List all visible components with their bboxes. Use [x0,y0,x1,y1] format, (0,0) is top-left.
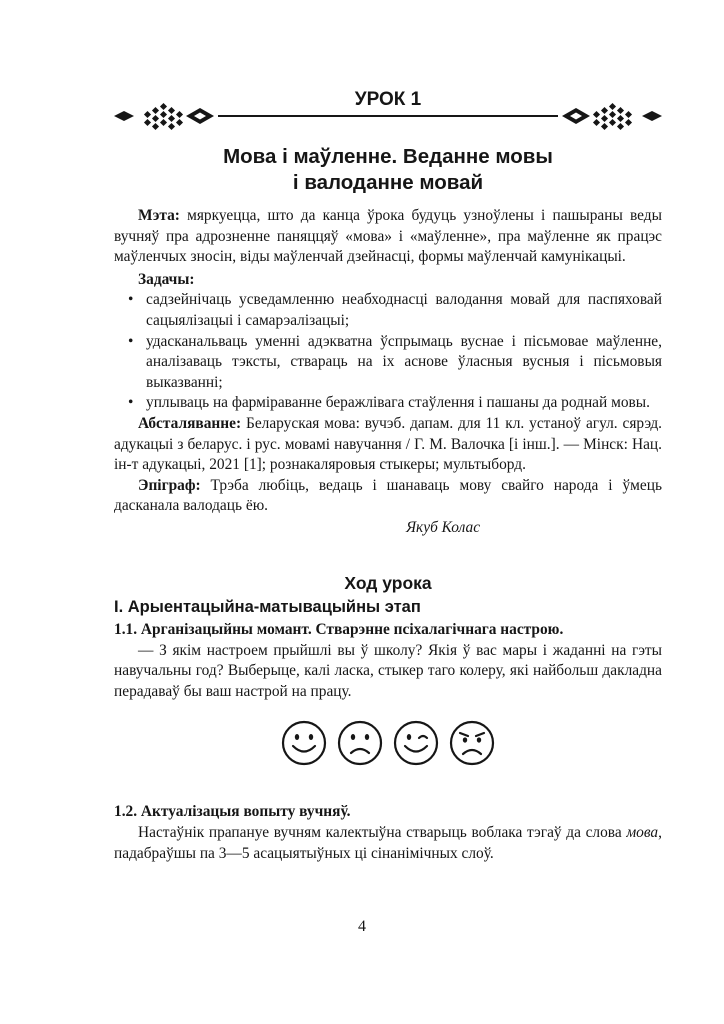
page-number: 4 [358,918,366,935]
task-item: • уплываць на фарміраванне беражлівага стаўлення і пашаны да роднай мовы. [146,393,662,414]
ornament-right-icon [556,100,662,132]
mood-smileys [114,720,662,766]
subsection-1-2-heading: 1.2. Актуалізацыя вопыту вучняў. [114,803,351,821]
epigraph-text: Трэба любіць, ведаць і шанаваць мову свайго народа і ўмець дасканала валодаць ёю. [114,476,662,515]
smiley-wink-icon [393,720,439,766]
tasks-list [114,290,662,414]
subsection-1-2-text-end: , падабраўшы па 3—5 асацыятыўных ці сінанімічных слоў. [114,824,662,862]
task-item: • удасканальваць уменні адэкватна ўспрымаць вуснае і пісьмовае маўленне, аналізаваць тэксты, стварaць на іх аснове ўласныя вусныя і пісьмовыя выказванні; [146,332,662,394]
equipment-paragraph [114,414,662,476]
subsection-1-2-text-start: Настаўнік прапануе вучням калектыўна стварыць воблака тэгаў да слова [138,824,622,842]
equipment-text: Беларуская мова: вучэб. дапам. для 11 кл. устаноў агул. сярэд. адукацыі з беларус. і рус. мовамі навучання / Г. М. Валочка [і інш.]. — Мінск: Нац. ін-т адукацыі, 2021 [1]; рознакаляровыя стыкеры; мультыборд. [114,414,662,474]
course-heading: Ход урока [344,572,432,593]
page-content [114,84,662,864]
goal-paragraph [114,206,662,268]
title-line-1: Мова і маўленне. Веданне мовы [223,145,553,168]
epigraph-paragraph [114,476,662,517]
subsection-1-1-heading: 1.1. Арганізацыйны момант. Стварэнне псіхалагічнага настрою. [114,620,564,638]
lesson-title: УРОК 1 [354,89,422,110]
smiley-happy-icon [281,720,327,766]
ornament-line [218,115,558,117]
goal-label: Мэта: [138,207,180,224]
epigraph-label: Эпіграф: [138,476,201,494]
title-line-2: і валоданне мовай [292,171,484,194]
lesson-main-title [114,144,662,196]
smiley-sad-icon [337,720,383,766]
subsection-1-2-text [114,823,662,864]
subsection-1-1-text: — З якім настроем прыйшлі вы ў школу? Якія ў вас мары і жаданні на гэты навучальны год? Выберыце, калі ласка, стыкер таго колеру, які найбольш дакладна перадаваў бы ваш настрой на працу. [114,641,662,700]
tasks-label: Задачы: [138,270,195,288]
lesson-header [114,84,662,128]
smiley-angry-icon [449,720,495,766]
goal-text: мяркуецца, што да канца ўрока будуць узноўлены і пашыраны веды вучняў пра адрозненне паняццяў «мова» і «маўленне», пра маўленне як працэс маўленчых зносін, віды маўленчай дзейнасці, формы маўленчай камунікацыі. [114,207,662,266]
keyword-mova: мова [626,824,659,842]
task-item: • садзейнічаць усведамленню неабходнасці валодання мовай для паспяховай сацыялізацыі і самарэалізацыі; [146,290,662,331]
stage-1-heading: I. Арыентацыйна-матывацыйны этап [114,597,421,616]
equipment-label: Абсталяванне: [138,414,242,432]
epigraph-author: Якуб Колас [405,518,481,536]
